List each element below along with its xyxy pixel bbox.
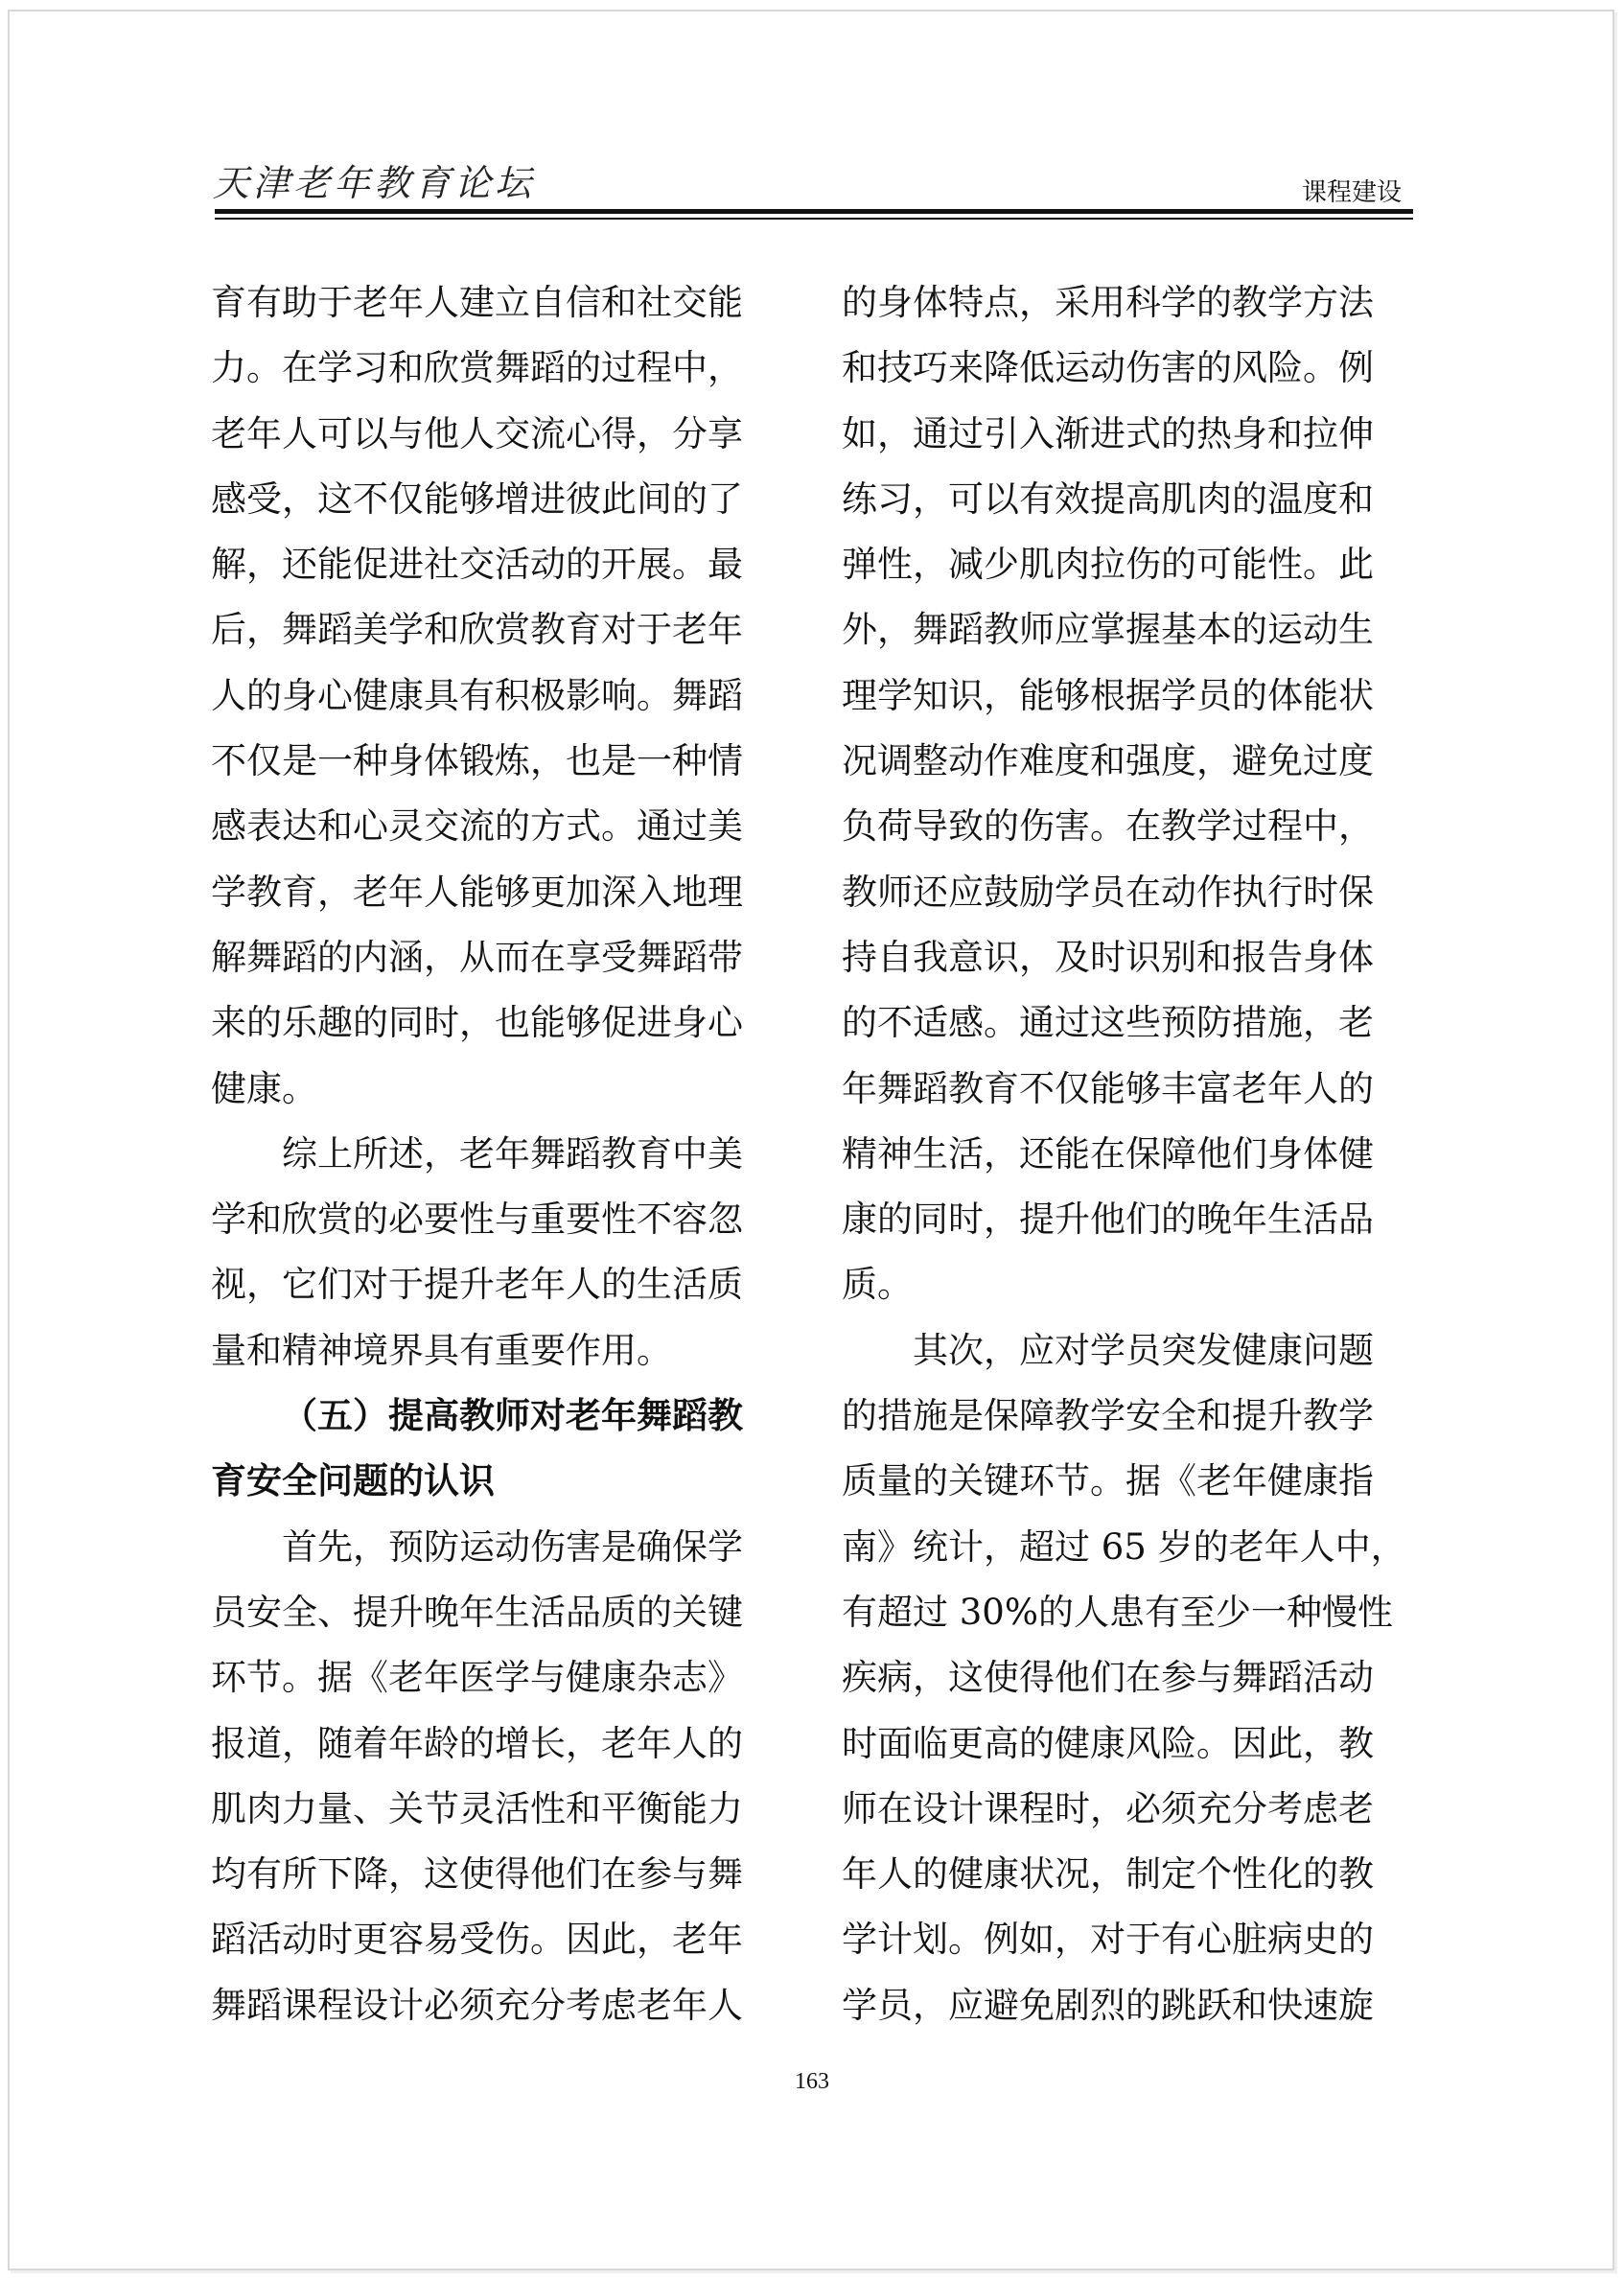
text-line: 学计划。例如，对于有心脏病史的 [842, 1919, 1374, 1961]
text-line: 练习，可以有效提高肌肉的温度和 [842, 477, 1374, 520]
text-line: 质。 [842, 1264, 913, 1306]
text-line: 蹈活动时更容易受伤。因此，老年 [211, 1919, 743, 1961]
text-line: 感表达和心灵交流的方式。通过美 [211, 805, 743, 848]
text-line: 员安全、提升晚年生活品质的关键 [211, 1591, 743, 1633]
text-line: 年人的健康状况，制定个性化的教 [842, 1853, 1374, 1896]
text-line: 有超过 30%的人患有至少一种慢性 [842, 1591, 1393, 1633]
text-line: 的身体特点，采用科学的教学方法 [842, 282, 1374, 323]
text-line: 南》统计，超过 65 岁的老年人中， [842, 1525, 1406, 1568]
text-line: 视，它们对于提升老年人的生活质 [211, 1264, 743, 1306]
text-line: 人的身心健康具有积极影响。舞蹈 [211, 674, 743, 716]
text-line: 持自我意识，及时识别和报告身体 [842, 936, 1374, 978]
text-line: 康的同时，提升他们的晚年生活品 [842, 1199, 1374, 1241]
text-line: 学和欣赏的必要性与重要性不容忽 [211, 1199, 743, 1241]
text-line: 老年人可以与他人交流心得，分享 [211, 412, 743, 454]
right-column [842, 270, 1417, 2038]
text-line: 来的乐趣的同时，也能够促进身心 [211, 1002, 743, 1044]
section-heading-line: 育安全问题的认识 [211, 1460, 495, 1502]
section-name: 课程建设 [1302, 178, 1403, 207]
text-line: 育有助于老年人建立自信和社交能 [211, 282, 743, 323]
text-line: 后，舞蹈美学和欣赏教育对于老年 [211, 609, 743, 651]
text-line: 综上所述，老年舞蹈教育中美 [282, 1132, 743, 1175]
text-line: 感受，这不仅能够增进彼此间的了 [211, 477, 743, 520]
text-line: 教师还应鼓励学员在动作执行时保 [842, 871, 1374, 913]
text-line: 如，通过引入渐进式的热身和拉伸 [842, 412, 1374, 454]
text-line: 的措施是保障教学安全和提升教学 [842, 1395, 1374, 1437]
text-line: 其次，应对学员突发健康问题 [913, 1329, 1374, 1371]
text-line: 和技巧来降低运动伤害的风险。例 [842, 347, 1374, 389]
text-line: 解，还能促进社交活动的开展。最 [211, 544, 743, 586]
text-line: 报道，随着年龄的增长，老年人的 [211, 1722, 743, 1764]
text-line: 质量的关键环节。据《老年健康指 [842, 1460, 1374, 1502]
text-line: 况调整动作难度和强度，避免过度 [842, 740, 1374, 782]
text-line: 学教育，老年人能够更加深入地理 [211, 871, 743, 913]
text-line: 疾病，这使得他们在参与舞蹈活动 [842, 1657, 1374, 1699]
text-line: 的不适感。通过这些预防措施，老 [842, 1002, 1374, 1044]
text-line: 健康。 [211, 1067, 317, 1109]
text-line: 年舞蹈教育不仅能够丰富老年人的 [842, 1067, 1374, 1109]
header-rule-thin [215, 218, 1413, 220]
page-number: 163 [795, 2069, 829, 2094]
text-line: 不仅是一种身体锻炼，也是一种情 [211, 740, 743, 782]
text-line: 理学知识，能够根据学员的体能状 [842, 674, 1374, 716]
text-line: 弹性，减少肌肉拉伤的可能性。此 [842, 544, 1374, 586]
text-line: 负荷导致的伤害。在教学过程中， [842, 805, 1374, 848]
text-line: 肌肉力量、关节灵活性和平衡能力 [211, 1787, 743, 1829]
text-line: 学员，应避免剧烈的跳跃和快速旋 [842, 1984, 1374, 2026]
text-line: 舞蹈课程设计必须充分考虑老年人 [211, 1984, 743, 2026]
text-line: 量和精神境界具有重要作用。 [211, 1329, 672, 1371]
text-line: 环节。据《老年医学与健康杂志》 [211, 1657, 743, 1699]
text-line: 解舞蹈的内涵，从而在享受舞蹈带 [211, 936, 743, 978]
journal-logo: 天津老年教育论坛 [213, 162, 536, 204]
text-line: 力。在学习和欣赏舞蹈的过程中， [211, 347, 743, 389]
text-line: 外，舞蹈教师应掌握基本的运动生 [842, 609, 1374, 651]
left-column [211, 270, 786, 2038]
text-line: 师在设计课程时，必须充分考虑老 [842, 1787, 1374, 1829]
text-line: 首先，预防运动伤害是确保学 [282, 1525, 743, 1568]
text-line: 均有所下降，这使得他们在参与舞 [211, 1853, 743, 1896]
section-heading-line: （五）提高教师对老年舞蹈教 [282, 1395, 743, 1437]
text-line: 精神生活，还能在保障他们身体健 [842, 1132, 1374, 1175]
text-line: 时面临更高的健康风险。因此，教 [842, 1722, 1374, 1764]
header-rule-thick [215, 209, 1413, 214]
